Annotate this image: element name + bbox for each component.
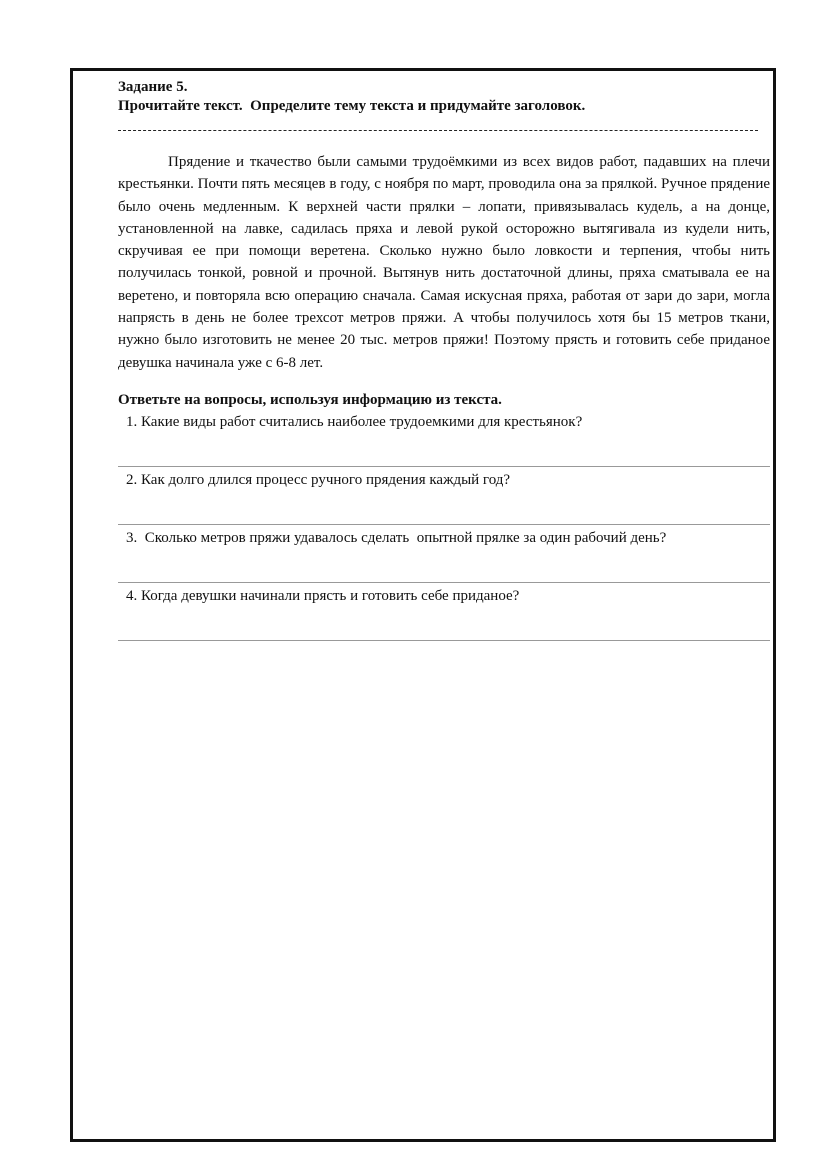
question-4: 4. Когда девушки начинали прясть и готовить себе приданое? xyxy=(126,587,520,604)
answer-line-2[interactable] xyxy=(118,524,770,525)
answer-line-1[interactable] xyxy=(118,466,770,467)
task-title: Задание 5. xyxy=(118,79,188,95)
task-instruction: Прочитайте текст. Определите тему текста и придумайте заголовок. xyxy=(118,98,586,114)
title-answer-line[interactable] xyxy=(118,130,758,131)
answer-line-4[interactable] xyxy=(118,640,770,641)
worksheet xyxy=(118,78,770,641)
questions-heading: Ответьте на вопросы, используя информацию из текста. xyxy=(118,391,502,408)
reading-passage: Прядение и ткачество были самыми трудоёмкими из всех видов работ, падавших на плечи крестьянки. Почти пять месяцев в году, с ноября по март, проводила она за прялкой. Ручное прядение было очень медленным. К верхней части прялки – лопати, привязывалась кудель, а на донце, установленной на лавке, садилась пряха и левой рукой осторожно вытягивала из кудели нить, скручивая ее при помощи веретена. Сколько нужно было ловкости и терпения, чтобы нить получилась тонкой, ровной и прочной. Вытянув нить достаточной длины, пряха сматывала ее на веретено, и повторяла всю операцию сначала. Самая искусная пряха, работая от зари до зари, могла напрясть в день не более трехсот метров пряжи. А чтобы получилось хотя бы 15 метров ткани, нужно было изготовить не менее 20 тыс. метров пряжи! Поэтому прясть и готовить себе приданое девушка начинала уже с 6-8 лет. xyxy=(118,154,770,371)
question-1: 1. Какие виды работ считались наиболее трудоемкими для крестьянок? xyxy=(126,413,583,430)
answer-line-3[interactable] xyxy=(118,582,770,583)
question-3: 3. Сколько метров пряжи удавалось сделать опытной прялке за один рабочий день? xyxy=(126,529,667,546)
question-2: 2. Как долго длился процесс ручного прядения каждый год? xyxy=(126,471,511,488)
